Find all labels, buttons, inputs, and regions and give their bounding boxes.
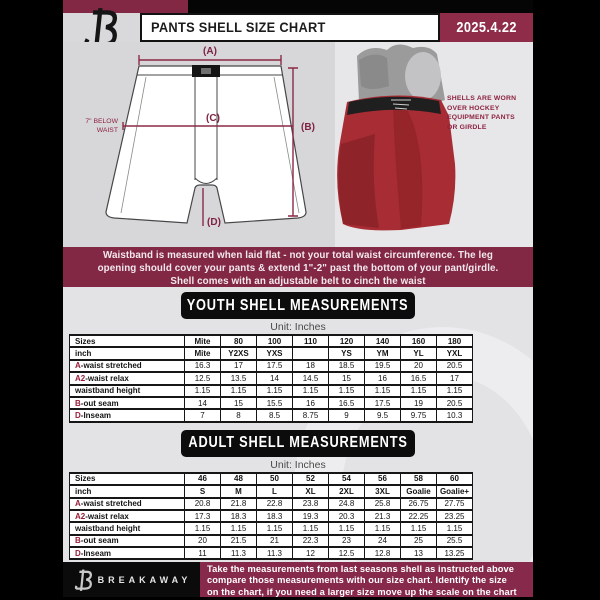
- shells-note-line: OVER HOCKEY: [447, 104, 500, 112]
- size-cell: YXS: [257, 347, 293, 359]
- value-cell: 12: [293, 547, 329, 559]
- row-label-cell: D-Inseam: [70, 547, 185, 559]
- value-cell: 22.8: [257, 498, 293, 510]
- youth-measurements-table: [69, 334, 473, 423]
- value-cell: 1.15: [365, 385, 401, 397]
- waist-note-line2: WAIST: [96, 127, 118, 134]
- value-cell: 1.15: [401, 385, 437, 397]
- adult-measurements-table: [69, 472, 473, 561]
- measure-row: [70, 510, 473, 522]
- footer-bar: [63, 562, 533, 597]
- diagram-label-b: (B): [301, 122, 315, 133]
- measure-letter: D: [75, 548, 81, 558]
- top-strip: [63, 0, 533, 13]
- shell-shading-left: [338, 134, 379, 228]
- value-cell: 20.3: [329, 510, 365, 522]
- shorts-diagram-drawing: [63, 42, 335, 240]
- measure-row: [70, 385, 473, 397]
- value-cell: 17.3: [185, 510, 221, 522]
- diagram-label-a: (A): [203, 46, 217, 57]
- shells-note-line: SHELLS ARE WORN: [447, 95, 517, 102]
- value-cell: 16.5: [401, 372, 437, 384]
- value-cell: 7: [185, 409, 221, 421]
- size-cell: 100: [257, 335, 293, 347]
- inch-row: [70, 485, 473, 497]
- value-cell: 1.15: [221, 522, 257, 534]
- size-cell: 110: [293, 335, 329, 347]
- value-cell: 8: [221, 409, 257, 421]
- value-cell: 15.5: [257, 397, 293, 409]
- size-cell: 60: [437, 473, 473, 485]
- girdle-pad-right: [405, 52, 441, 100]
- size-cell: 3XL: [365, 485, 401, 497]
- value-cell: 20.5: [437, 397, 473, 409]
- measure-letter: B: [75, 536, 81, 546]
- adult-section-banner: [181, 430, 415, 457]
- value-cell: 20: [401, 360, 437, 372]
- row-label-cell: D-Inseam: [70, 409, 185, 421]
- value-cell: 15: [329, 372, 365, 384]
- size-cell: Goalie: [401, 485, 437, 497]
- measure-letter: B: [75, 398, 81, 408]
- value-cell: 17.5: [365, 397, 401, 409]
- value-cell: 16: [293, 397, 329, 409]
- media-row: [63, 42, 533, 240]
- value-cell: 25.5: [437, 535, 473, 547]
- value-cell: 25: [401, 535, 437, 547]
- value-cell: 27.75: [437, 498, 473, 510]
- value-cell: 16.5: [329, 397, 365, 409]
- footer-note-line: Take the measurements from last seasons shell as instructed above: [207, 564, 515, 574]
- row-label-cell: inch: [70, 485, 185, 497]
- value-cell: 20: [185, 535, 221, 547]
- value-cell: 19: [401, 397, 437, 409]
- value-cell: 19.3: [293, 510, 329, 522]
- measure-row: [70, 535, 473, 547]
- value-cell: 23.25: [437, 510, 473, 522]
- measure-row: [70, 409, 473, 421]
- sizes-row: [70, 473, 473, 485]
- size-cell: 2XL: [329, 485, 365, 497]
- value-cell: 1.15: [257, 385, 293, 397]
- value-cell: 1.15: [329, 385, 365, 397]
- measure-letter: D: [75, 411, 81, 421]
- size-cell: Goalie+: [437, 485, 473, 497]
- value-cell: 10.3: [437, 409, 473, 421]
- row-label-cell: A2-waist relax: [70, 372, 185, 384]
- shells-note-line: EQUIPMENT PANTS: [447, 114, 515, 121]
- size-cell: 140: [365, 335, 401, 347]
- row-label-cell: Sizes: [70, 473, 185, 485]
- value-cell: 11.3: [257, 547, 293, 559]
- shells-worn-note: [447, 94, 529, 132]
- row-label-cell: B-out seam: [70, 397, 185, 409]
- title-box: [140, 13, 440, 42]
- youth-section-banner: [181, 292, 415, 319]
- value-cell: 25.8: [365, 498, 401, 510]
- measure-letter: A2: [75, 511, 86, 521]
- value-cell: 1.15: [293, 385, 329, 397]
- row-label-cell: A-waist stretched: [70, 498, 185, 510]
- value-cell: 15: [221, 397, 257, 409]
- footer-note-line: compare those measurements with our size chart. Identify the size: [207, 575, 507, 586]
- value-cell: 1.15: [365, 522, 401, 534]
- value-cell: 1.15: [221, 385, 257, 397]
- breakaway-b-footer-icon: [72, 568, 92, 592]
- waistband-info-banner: [63, 247, 533, 287]
- youth-section-title: YOUTH SHELL MEASUREMENTS: [187, 296, 409, 314]
- value-cell: 21.3: [365, 510, 401, 522]
- size-cell: Mite: [185, 335, 221, 347]
- value-cell: 14: [257, 372, 293, 384]
- value-cell: 1.15: [437, 522, 473, 534]
- value-cell: 18: [293, 360, 329, 372]
- adult-section-title: ADULT SHELL MEASUREMENTS: [188, 434, 408, 452]
- value-cell: 1.15: [185, 385, 221, 397]
- measure-letter: A: [75, 499, 81, 509]
- youth-table: [63, 334, 533, 423]
- measure-row: [70, 498, 473, 510]
- size-cell: 180: [437, 335, 473, 347]
- value-cell: 19.5: [365, 360, 401, 372]
- belt-buckle-slot: [201, 68, 211, 74]
- value-cell: 11.3: [221, 547, 257, 559]
- pants-measurement-diagram: [63, 42, 335, 240]
- measure-row: [70, 372, 473, 384]
- header-bar: [63, 13, 533, 42]
- value-cell: 11: [185, 547, 221, 559]
- header-logo-area: [63, 13, 140, 42]
- value-cell: 9.75: [401, 409, 437, 421]
- diagram-label-c: (C): [206, 113, 220, 124]
- size-cell: 120: [329, 335, 365, 347]
- size-cell: 56: [365, 473, 401, 485]
- value-cell: 22.25: [401, 510, 437, 522]
- size-cell: 80: [221, 335, 257, 347]
- measure-row: [70, 547, 473, 559]
- size-cell: 160: [401, 335, 437, 347]
- value-cell: 22.3: [293, 535, 329, 547]
- size-cell: XL: [293, 485, 329, 497]
- brand-name: BREAKAWAY: [97, 574, 192, 585]
- shell-photo-area: [335, 42, 533, 240]
- spacer-strip: [63, 240, 533, 247]
- shell-photo: [335, 42, 533, 240]
- value-cell: 21.5: [221, 535, 257, 547]
- value-cell: 17: [221, 360, 257, 372]
- size-cell: Y2XS: [221, 347, 257, 359]
- row-label-cell: waistband height: [70, 522, 185, 534]
- value-cell: 12.8: [365, 547, 401, 559]
- adult-table: [63, 472, 533, 561]
- size-chart-page: [63, 0, 533, 597]
- value-cell: 1.15: [401, 522, 437, 534]
- row-label-cell: inch: [70, 347, 185, 359]
- value-cell: 13: [401, 547, 437, 559]
- size-cell: 50: [257, 473, 293, 485]
- size-cell: M: [221, 485, 257, 497]
- value-cell: 9.5: [365, 409, 401, 421]
- size-cell: YXL: [437, 347, 473, 359]
- value-cell: 20.5: [437, 360, 473, 372]
- size-cell: Mite: [185, 347, 221, 359]
- sizes-row: [70, 335, 473, 347]
- value-cell: 21.8: [221, 498, 257, 510]
- value-cell: 23.8: [293, 498, 329, 510]
- size-cell: [293, 347, 329, 359]
- tables-area: [63, 287, 533, 562]
- size-cell: 48: [221, 473, 257, 485]
- row-label-cell: Sizes: [70, 335, 185, 347]
- shells-note-line: OR GIRDLE: [447, 123, 487, 131]
- size-cell: 58: [401, 473, 437, 485]
- value-cell: 13.25: [437, 547, 473, 559]
- value-cell: 1.15: [185, 522, 221, 534]
- waist-note-line1: 7" BELOW: [85, 118, 118, 125]
- value-cell: 9: [329, 409, 365, 421]
- size-cell: L: [257, 485, 293, 497]
- row-label-cell: B-out seam: [70, 535, 185, 547]
- size-cell: YM: [365, 347, 401, 359]
- value-cell: 24.8: [329, 498, 365, 510]
- date-badge: [440, 13, 533, 42]
- measure-letter: A2: [75, 373, 86, 383]
- info-line: opening should cover your pants & extend 1"-2" past the bottom of your pant/girdle.: [97, 263, 499, 274]
- measure-row: [70, 522, 473, 534]
- value-cell: 12.5: [185, 372, 221, 384]
- value-cell: 18.3: [221, 510, 257, 522]
- value-cell: 16: [365, 372, 401, 384]
- row-label-cell: A2-waist relax: [70, 510, 185, 522]
- size-cell: 46: [185, 473, 221, 485]
- size-cell: S: [185, 485, 221, 497]
- value-cell: 13.5: [221, 372, 257, 384]
- value-cell: 8.5: [257, 409, 293, 421]
- size-cell: YS: [329, 347, 365, 359]
- size-cell: 54: [329, 473, 365, 485]
- girdle-pad-left: [359, 54, 389, 89]
- info-line: Waistband is measured when laid flat - not your total waist circumference. The leg: [103, 250, 493, 261]
- value-cell: 21: [257, 535, 293, 547]
- brand-block: [63, 562, 200, 597]
- value-cell: 24: [365, 535, 401, 547]
- value-cell: 18.3: [257, 510, 293, 522]
- size-cell: 52: [293, 473, 329, 485]
- value-cell: 1.15: [293, 522, 329, 534]
- footer-note-line: on the chart, if you need a larger size move up the scale on the chart: [207, 586, 517, 597]
- value-cell: 23: [329, 535, 365, 547]
- value-cell: 16.3: [185, 360, 221, 372]
- measure-row: [70, 397, 473, 409]
- inch-row: [70, 347, 473, 359]
- adult-unit-label: Unit: Inches: [270, 458, 326, 471]
- youth-unit-label: Unit: Inches: [270, 321, 326, 333]
- date-text: 2025.4.22: [456, 19, 517, 36]
- row-label-cell: A-waist stretched: [70, 360, 185, 372]
- measure-letter: A: [75, 361, 81, 371]
- measure-row: [70, 360, 473, 372]
- value-cell: 12.5: [329, 547, 365, 559]
- value-cell: 1.15: [257, 522, 293, 534]
- info-line: Shell comes with an adjustable belt to cinch the waist: [170, 276, 426, 287]
- value-cell: 18.5: [329, 360, 365, 372]
- value-cell: 1.15: [437, 385, 473, 397]
- value-cell: 8.75: [293, 409, 329, 421]
- value-cell: 26.75: [401, 498, 437, 510]
- value-cell: 1.15: [329, 522, 365, 534]
- row-label-cell: waistband height: [70, 385, 185, 397]
- size-cell: YL: [401, 347, 437, 359]
- value-cell: 17: [437, 372, 473, 384]
- value-cell: 17.5: [257, 360, 293, 372]
- footer-instructions: [200, 562, 533, 597]
- diagram-label-d: (D): [207, 217, 221, 228]
- page-title: PANTS SHELL SIZE CHART: [151, 20, 326, 35]
- value-cell: 14.5: [293, 372, 329, 384]
- value-cell: 20.8: [185, 498, 221, 510]
- value-cell: 14: [185, 397, 221, 409]
